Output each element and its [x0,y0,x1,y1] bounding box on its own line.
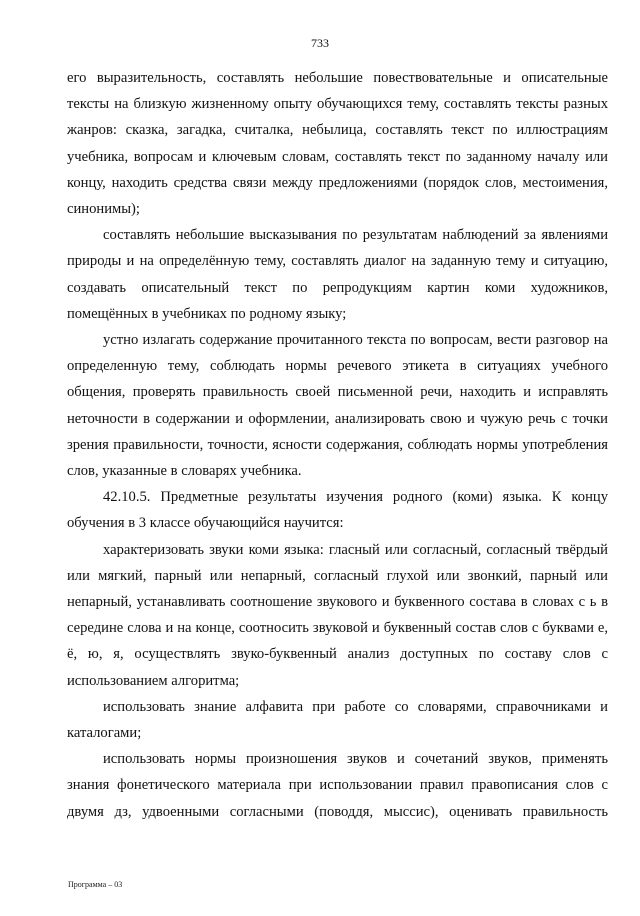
page-number: 733 [311,36,329,50]
paragraph-observations: составлять небольшие высказывания по результатам наблюдений за явлениями природы и на определённую тему, составлять диалог на заданную тему и ситуацию, создавать описательный текст по репродукциям картин коми художников, помещённых в учебниках по родному языку; [67,227,608,322]
paragraph-oral-retelling: устно излагать содержание прочитанного текста по вопросам, вести разговор на определенную тему, соблюдать нормы речевого этикета в ситуациях учебного общения, проверять правильность своей письменной речи, находить и исправлять неточности в содержании и оформлении, анализировать свою и чужую речь с точки зрения правильности, точности, ясности содержания, соблюдать нормы употребления слов, указанные в словарях учебника. [67,332,608,480]
paragraph-section-heading: 42.10.5. Предметные результаты изучения родного (коми) языка. К концу обучения в 3 классе обучающийся научится: [67,489,608,532]
document-body [67,65,608,825]
paragraph-text-writing-skills: его выразительность, составлять небольшие повествовательные и описательные тексты на близкую жизненному опыту обучающихся тему, составлять тексты разных жанров: сказка, загадка, считалка, небылица, составлять текст по иллюстрациям учебника, вопросам и ключевым словам, составлять текст по заданному началу или концу, находить средства связи между предложениями (порядок слов, местоимения, синонимы); [67,70,608,218]
footer-label: Программа – 03 [68,880,123,889]
paragraph-alphabet-usage: использовать знание алфавита при работе со словарями, справочниками и каталогами; [67,698,608,742]
paragraph-sound-characteristics: характеризовать звуки коми языка: гласный или согласный, согласный твёрдый или мягкий, парный или непарный, согласный глухой или звонкий, парный или непарный, устанавливать соотношение звукового и буквенного состава в словах с ь в середине слова и на конце, соотносить звуковой и буквенный состав слов с буквами е, ё, ю, я, осуществлять звуко-буквенный анализ доступных по составу слов с использованием алгоритма; [67,541,608,689]
paragraph-pronunciation-norms: использовать нормы произношения звуков и сочетаний звуков, применять знания фонетического материала при использовании правил правописания слов с двумя дз, удвоенными согласными (поводдя, мыссис), оценивать правильность [67,751,608,820]
